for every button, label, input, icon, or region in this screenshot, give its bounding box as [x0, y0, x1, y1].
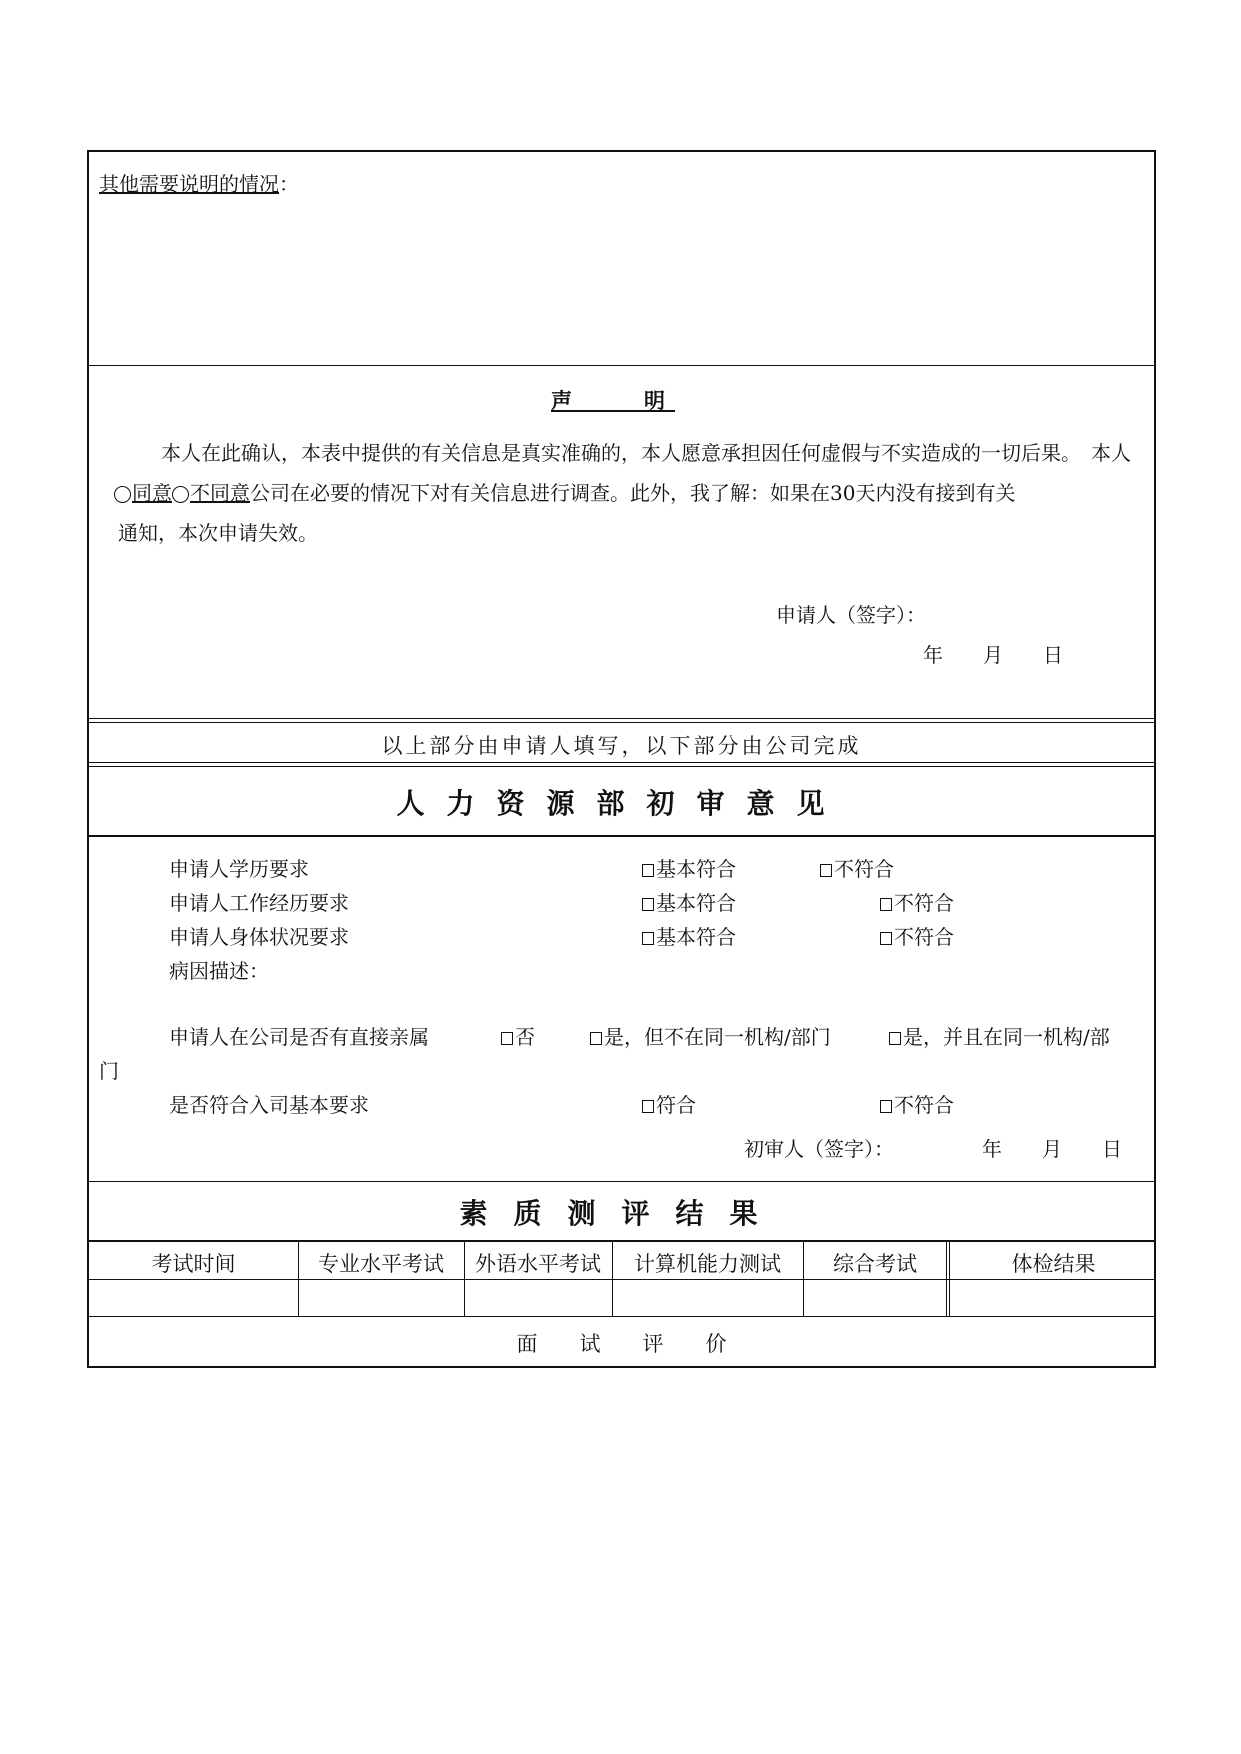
divider-hr-review: [89, 1181, 1154, 1182]
relative-same-option: 是，并且在同一机构/部: [889, 1021, 1110, 1050]
health-basic-option: 基本符合: [642, 921, 736, 950]
double-divider2-bottom: [89, 766, 1154, 767]
education-no-option: 不符合: [820, 853, 894, 882]
education-basic-option: 基本符合: [642, 853, 736, 882]
education-basic-checkbox[interactable]: [642, 864, 654, 877]
relative-no-checkbox[interactable]: [501, 1032, 513, 1045]
basic-req-label: 是否符合入司基本要求: [169, 1093, 369, 1117]
divider-assessment-title: [89, 1240, 1154, 1242]
applicant-signature-label: 申请人（签字）：: [776, 603, 926, 627]
education-no-checkbox[interactable]: [820, 864, 832, 877]
disagree-label: 不同意: [190, 481, 250, 505]
declaration-line-3: 通知，本次申请失效。: [118, 521, 318, 545]
education-req-label: 申请人学历要求: [169, 857, 309, 881]
cell-exam-time[interactable]: [89, 1280, 298, 1316]
col-computer-test: 计算机能力测试: [634, 1252, 781, 1276]
disagree-radio[interactable]: [172, 486, 189, 503]
work-no-option: 不符合: [880, 887, 954, 916]
relative-same-checkbox[interactable]: [889, 1032, 901, 1045]
relative-wrap-text: 门: [99, 1059, 119, 1083]
col-medical-result: 体检结果: [1011, 1252, 1096, 1276]
interview-title: 面 试 评 价: [516, 1332, 727, 1356]
work-no-checkbox[interactable]: [880, 898, 892, 911]
col-language-exam: 外语水平考试: [475, 1252, 601, 1276]
illness-label: 病因描述：: [169, 959, 269, 983]
relative-diff-checkbox[interactable]: [590, 1032, 602, 1045]
col-line-5a: [946, 1241, 947, 1316]
cell-language-exam[interactable]: [465, 1280, 612, 1316]
health-no-checkbox[interactable]: [880, 932, 892, 945]
divider-assessment-row: [89, 1316, 1154, 1317]
divider-other-info: [89, 365, 1154, 366]
double-divider2-top: [89, 762, 1154, 763]
declaration-line-2: 同意 不同意公司在必要的情况下对有关信息进行调查。此外，我了解：如果在30天内没有接到有关: [114, 477, 1015, 506]
work-req-label: 申请人工作经历要求: [169, 891, 349, 915]
basic-yes-checkbox[interactable]: [642, 1100, 654, 1113]
basic-yes-option: 符合: [642, 1089, 696, 1118]
reviewer-date-label: 年 月 日: [982, 1137, 1122, 1161]
application-form: [87, 150, 1156, 1368]
relative-label: 申请人在公司是否有直接亲属: [169, 1025, 429, 1049]
divider-hr-title: [89, 835, 1154, 837]
fill-instruction-text: 以上部分由申请人填写，以下部分由公司完成: [381, 734, 862, 758]
double-divider-top: [89, 718, 1154, 719]
applicant-date-label: 年 月 日: [923, 643, 1063, 667]
health-req-label: 申请人身体状况要求: [169, 925, 349, 949]
declaration-heading: 声 明: [551, 388, 675, 413]
work-basic-option: 基本符合: [642, 887, 736, 916]
basic-no-option: 不符合: [880, 1089, 954, 1118]
health-no-option: 不符合: [880, 921, 954, 950]
reviewer-signature-label: 初审人（签字）：: [744, 1137, 894, 1161]
declaration-line-1: 本人在此确认，本表中提供的有关信息是真实准确的，本人愿意承担因任何虚假与不实造成的一切后果。 本人: [161, 441, 1131, 465]
double-divider-bottom: [89, 722, 1154, 723]
relative-diff-option: 是，但不在同一机构/部门: [590, 1021, 831, 1050]
assessment-title: 素质测评结果: [459, 1197, 784, 1230]
cell-computer-test[interactable]: [613, 1280, 803, 1316]
relative-no-option: 否: [501, 1021, 535, 1050]
agree-radio[interactable]: [114, 486, 131, 503]
other-info-label: 其他需要说明的情况：: [99, 172, 299, 196]
agree-label: 同意: [132, 481, 172, 505]
cell-professional-exam[interactable]: [299, 1280, 464, 1316]
hr-review-title: 人力资源部初审意见: [396, 787, 847, 820]
cell-comprehensive-exam[interactable]: [804, 1280, 946, 1316]
col-exam-time: 考试时间: [151, 1252, 236, 1276]
col-professional-exam: 专业水平考试: [318, 1252, 444, 1276]
cell-medical-result[interactable]: [950, 1280, 1156, 1316]
basic-no-checkbox[interactable]: [880, 1100, 892, 1113]
col-comprehensive-exam: 综合考试: [833, 1252, 917, 1276]
health-basic-checkbox[interactable]: [642, 932, 654, 945]
work-basic-checkbox[interactable]: [642, 898, 654, 911]
